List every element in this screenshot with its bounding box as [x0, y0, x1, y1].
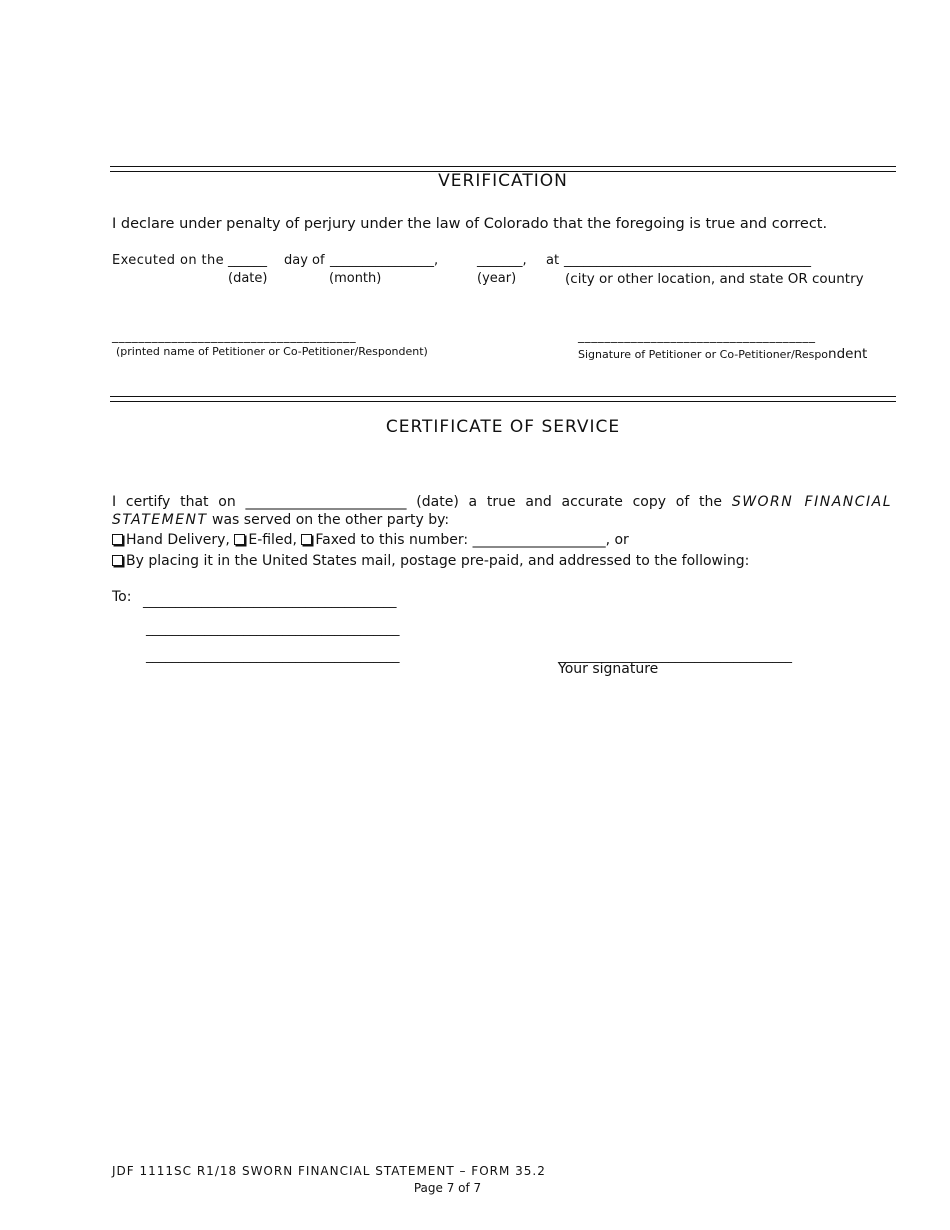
your-signature-caption: Your signature [558, 661, 659, 677]
your-signature-line[interactable]: ____________________________________ [558, 649, 792, 664]
caption-year: (year) [477, 271, 517, 286]
address-line-2[interactable]: _______________________________________ [146, 622, 400, 637]
service-options-row [112, 532, 629, 548]
certify-suffix: (date) a true and accurate copy of the [416, 494, 723, 510]
certificate-top-rule [110, 396, 896, 402]
executed-month-field[interactable]: ________________, [330, 253, 439, 268]
mail-label: By placing it in the United States mail, postage pre-paid, and addressed to the following: [126, 553, 750, 569]
certify-line-1 [112, 494, 892, 510]
address-line-3[interactable]: _______________________________________ [146, 649, 400, 664]
service-date-field[interactable]: _______________________ [245, 494, 407, 510]
e-filed-label: E-filed, [248, 532, 297, 548]
certificate-heading: CERTIFICATE OF SERVICE [385, 417, 621, 437]
address-line-1[interactable]: _______________________________________ [143, 594, 397, 609]
caption-month: (month) [329, 271, 382, 286]
form-title-part2: STATEMENT [112, 512, 208, 528]
form-title-part1: SWORN FINANCIAL [731, 494, 893, 510]
mail-option-row [112, 553, 749, 569]
to-label: To: [112, 589, 132, 605]
executed-location-field[interactable]: ______________________________________ [564, 253, 811, 268]
executed-on-prefix: Executed on the [112, 253, 225, 268]
printed-name-caption: (printed name of Petitioner or Co-Petitioner/Respondent) [116, 345, 428, 358]
form-id-footer: JDF 1111SC R1/18 SWORN FINANCIAL STATEMENT – FORM 35.2 [112, 1164, 546, 1178]
page-number: Page 7 of 7 [413, 1181, 482, 1195]
caption-date: (date) [228, 271, 268, 286]
executed-date-field[interactable]: ______ [228, 253, 267, 268]
faxed-checkbox[interactable] [301, 534, 312, 545]
executed-at-label: at [546, 253, 560, 268]
petitioner-signature-line[interactable]: ____________________________________ [578, 329, 816, 343]
verification-declaration: I declare under penalty of perjury under the law of Colorado that the foregoing is true and correct. [112, 216, 828, 232]
verification-heading: VERIFICATION [438, 171, 568, 191]
hand-delivery-label: Hand Delivery, [126, 532, 230, 548]
mail-checkbox[interactable] [112, 555, 123, 566]
faxed-label: Faxed to this number: ___________________, or [315, 532, 629, 548]
certify-line-2 [112, 512, 449, 528]
e-filed-checkbox[interactable] [234, 534, 245, 545]
served-by-text: was served on the other party by: [212, 512, 450, 528]
petitioner-signature-caption [578, 343, 867, 362]
executed-day-of-label: day of [284, 253, 325, 268]
hand-delivery-checkbox[interactable] [112, 534, 123, 545]
signature-caption-large: ndent [828, 346, 868, 362]
printed-name-line[interactable]: _____________________________________ [112, 329, 357, 343]
certify-prefix: I certify that on [112, 494, 236, 510]
signature-caption-small: Signature of Petitioner or Co-Petitioner/Respo [578, 348, 829, 361]
executed-year-field[interactable]: _______, [477, 253, 527, 268]
caption-location: (city or other location, and state OR country [565, 271, 864, 287]
